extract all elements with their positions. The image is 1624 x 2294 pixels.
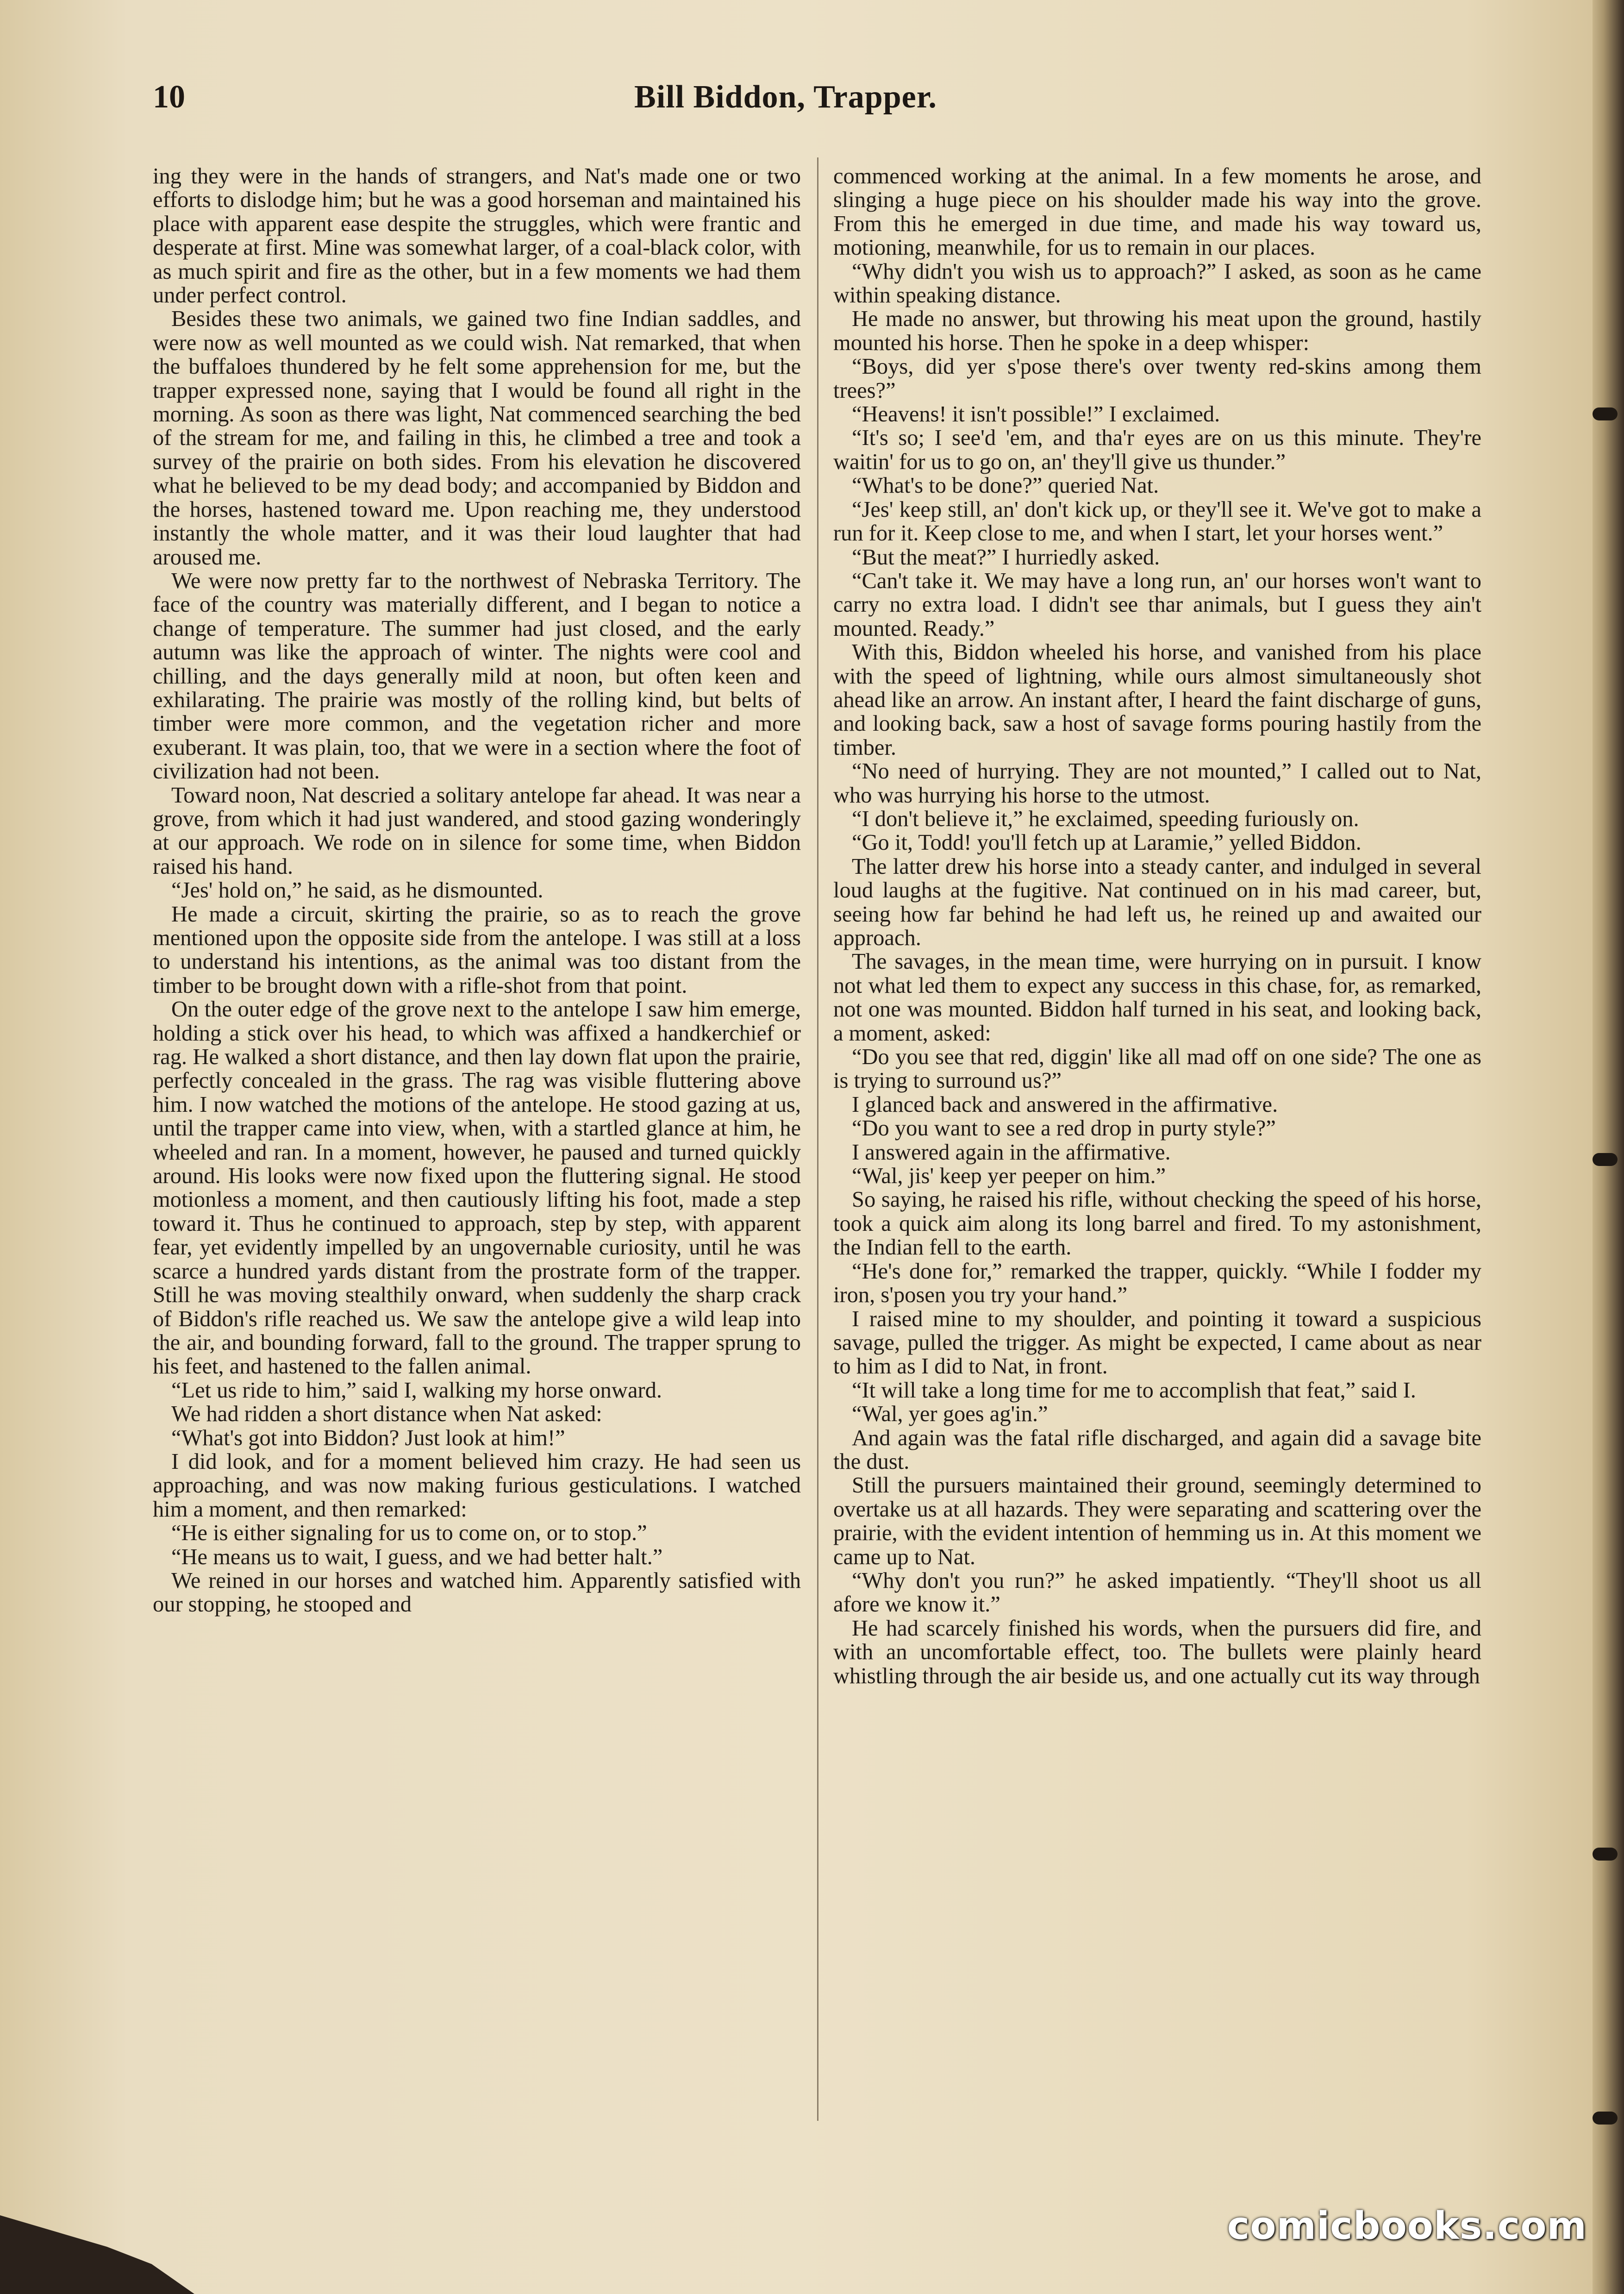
paragraph: He made no answer, but throwing his meat upon the ground, hastily mounted his horse. Then he spoke in a deep whisper: <box>833 307 1481 355</box>
binding-spine <box>1593 0 1624 2294</box>
paragraph: He had scarcely finished his words, when the pursuers did fire, and with an uncomfortable effect, too. The bullets were plainly heard whistling through the air beside us, and one actually cut its way through <box>833 1616 1481 1688</box>
binding-stitch <box>1593 2112 1618 2125</box>
paragraph: “It will take a long time for me to accomplish that feat,” said I. <box>852 1378 1416 1403</box>
paragraph: And again was the fatal rifle discharged, and again did a savage bite the dust. <box>833 1425 1481 1474</box>
paragraph: “I don't believe it,” he exclaimed, speeding furiously on. <box>852 806 1359 831</box>
paragraph: “Do you see that red, diggin' like all mad off on one side? The one as is trying to surround us?” <box>833 1045 1481 1093</box>
paragraph: “What's to be done?” queried Nat. <box>852 473 1159 498</box>
paragraph: ing they were in the hands of strangers, and Nat's made one or two efforts to dislodge him; but he was a good horseman and maintained his place with apparent ease despite the struggles, which were frantic and desperate at first. Mine was somewhat larger, of a coal-black color, with as much spirit and fire as the other, but in a few moments we had them under perfect control. <box>153 164 801 308</box>
paragraph: So saying, he raised his rifle, without checking the speed of his horse, took a quick aim along its long barrel and fired. To my astonishment, the Indian fell to the earth. <box>833 1187 1481 1260</box>
page-number: 10 <box>153 79 185 115</box>
paragraph: “What's got into Biddon? Just look at him!” <box>171 1425 565 1450</box>
paragraph: “It's so; I see'd 'em, and tha'r eyes are on us this minute. They're waitin' for us to go on, an' they'll give us thunder.” <box>833 426 1481 474</box>
paragraph: I glanced back and answered in the affirmative. <box>852 1092 1278 1117</box>
paragraph: “Can't take it. We may have a long run, an' our horses won't want to carry no extra load. I didn't see thar animals, but I guess they ain't mounted. Ready.” <box>833 568 1481 641</box>
paragraph: commenced working at the animal. In a few moments he arose, and slinging a huge piece on his shoulder made his way into the grove. From this he emerged in due time, and made his way toward us, motioning, meanwhile, for us to remain in our places. <box>833 164 1481 260</box>
paragraph: “But the meat?” I hurriedly asked. <box>852 545 1160 570</box>
torn-page-corner <box>0 2215 194 2294</box>
paragraph: “He is either signaling for us to come on, or to stop.” <box>171 1521 647 1546</box>
page-header <box>153 79 1495 134</box>
paragraph: On the outer edge of the grove next to the antelope I saw him emerge, holding a stick over his head, to which was affixed a handkerchief or rag. He walked a short distance, and then lay down flat upon the prairie, perfectly concealed in the grass. The rag was visible fluttering above him. I now watched the motions of the antelope. He stood gazing at us, until the trapper came into view, when, with a startled glance at him, he wheeled and ran. In a moment, however, he paused and turned quickly around. His looks were now fixed upon the fluttering signal. He stood motionless a moment, and then cautiously lifting his foot, made a step toward it. Thus he continued to approach, step by step, with apparent fear, yet evidently impelled by an ungovernable curiosity, until he was scarce a hundred yards distant from the prostrate form of the trapper. Still he was moving stealthily onward, when suddenly the sharp crack of Biddon's rifle reached us. We saw the antelope give a wild leap into the air, and bounding forward, fall to the ground. The trapper sprung to his feet, and hastened to the fallen animal. <box>153 997 801 1379</box>
right-column <box>833 164 1481 1688</box>
paragraph: “Boys, did yer s'pose there's over twenty red-skins among them trees?” <box>833 354 1481 403</box>
paragraph: “Wal, jis' keep yer peeper on him.” <box>852 1164 1166 1189</box>
paragraph: We were now pretty far to the northwest of Nebraska Territory. The face of the country was materially different, and I began to notice a change of temperature. The summer had just closed, and the early autumn was like the approach of winter. The nights were cool and chilling, and the days generally mild at noon, but often keen and exhilarating. The prairie was mostly of the rolling kind, but belts of timber were more common, and the vegetation richer and more exuberant. It was plain, too, that we were in a section where the foot of civilization had not been. <box>153 568 801 784</box>
paragraph: “He means us to wait, I guess, and we had better halt.” <box>171 1544 663 1569</box>
paragraph: With this, Biddon wheeled his horse, and vanished from his place with the speed of lightning, while ours almost simultaneously shot ahead like an arrow. An instant after, I heard the faint discharge of guns, and looking back, saw a host of savage forms pouring hastily from the timber. <box>833 640 1481 760</box>
paragraph: He made a circuit, skirting the prairie, so as to reach the grove mentioned upon the opposite side from the antelope. I was still at a loss to understand his intentions, as the animal was too distant from the timber to be brought down with a rifle-shot from that point. <box>153 902 801 998</box>
paragraph: “Go it, Todd! you'll fetch up at Laramie,” yelled Biddon. <box>852 830 1362 855</box>
paragraph: I raised mine to my shoulder, and pointing it toward a suspicious savage, pulled the trigger. As might be expected, I came about as near to him as I did to Nat, in front. <box>833 1306 1481 1379</box>
paragraph: “Wal, yer goes ag'in.” <box>852 1402 1048 1427</box>
watermark: comicbooks.com <box>1227 2204 1587 2248</box>
paragraph: The savages, in the mean time, were hurrying on in pursuit. I know not what led them to expect any success in this chase, for, as remarked, not one was mounted. Biddon half turned in his seat, and looking back, a moment, asked: <box>833 949 1481 1046</box>
paragraph: “Do you want to see a red drop in purty style?” <box>852 1116 1276 1141</box>
paragraph: We reined in our horses and watched him. Apparently satisfied with our stopping, he stooped and <box>153 1568 801 1617</box>
paragraph: “Jes' keep still, an' don't kick up, or they'll see it. We've got to make a run for it. Keep close to me, and when I start, let your horses went.” <box>833 497 1481 546</box>
column-divider <box>817 157 818 2121</box>
paragraph: Besides these two animals, we gained two fine Indian saddles, and were now as well mounted as we could wish. Nat remarked, that when the buffaloes thundered by he felt some apprehension for me, but the trapper expressed none, saying that I would be found all right in the morning. As soon as there was light, Nat commenced searching the bed of the stream for me, and failing in this, he climbed a tree and took a survey of the prairie on both sides. From his elevation he discovered what he believed to be my dead body; and accompanied by Biddon and the horses, hastened toward me. Upon reaching me, they understood instantly the whole matter, and it was their loud laughter that had aroused me. <box>153 307 801 570</box>
binding-stitch <box>1593 1153 1618 1166</box>
paragraph: “Jes' hold on,” he said, as he dismounted. <box>171 878 543 903</box>
paragraph: “No need of hurrying. They are not mounted,” I called out to Nat, who was hurrying his horse to the utmost. <box>833 759 1481 808</box>
paragraph: I did look, and for a moment believed him crazy. He had seen us approaching, and was now making furious gesticulations. I watched him a moment, and then remarked: <box>153 1449 801 1522</box>
running-title: Bill Biddon, Trapper. <box>634 79 937 115</box>
paragraph: Still the pursuers maintained their ground, seemingly determined to overtake us at all hazards. They were separating and scattering over the prairie, with the evident intention of hemming us in. At this moment we came up to Nat. <box>833 1473 1481 1569</box>
paragraph: We had ridden a short distance when Nat asked: <box>171 1402 602 1427</box>
binding-stitch <box>1593 407 1618 420</box>
paragraph: Toward noon, Nat descried a solitary antelope far ahead. It was near a grove, from which it had just wandered, and stood gazing wonderingly at our approach. We rode on in silence for some time, when Biddon raised his hand. <box>153 783 801 879</box>
paragraph: “He's done for,” remarked the trapper, quickly. “While I fodder my iron, s'posen you try your hand.” <box>833 1259 1481 1308</box>
left-column <box>153 164 801 1617</box>
paragraph: “Let us ride to him,” said I, walking my horse onward. <box>171 1378 662 1403</box>
paragraph: “Heavens! it isn't possible!” I exclaimed. <box>852 402 1220 427</box>
paragraph: “Why don't you run?” he asked impatiently. “They'll shoot us all afore we know it.” <box>833 1568 1481 1617</box>
paragraph: “Why didn't you wish us to approach?” I asked, as soon as he came within speaking distance. <box>833 259 1481 308</box>
paragraph: The latter drew his horse into a steady canter, and indulged in several loud laughs at the fugitive. Nat continued on in his mad career, but, seeing how far behind he had left us, he reined up and awaited our approach. <box>833 854 1481 950</box>
binding-stitch <box>1593 1848 1618 1861</box>
paragraph: I answered again in the affirmative. <box>852 1140 1171 1165</box>
